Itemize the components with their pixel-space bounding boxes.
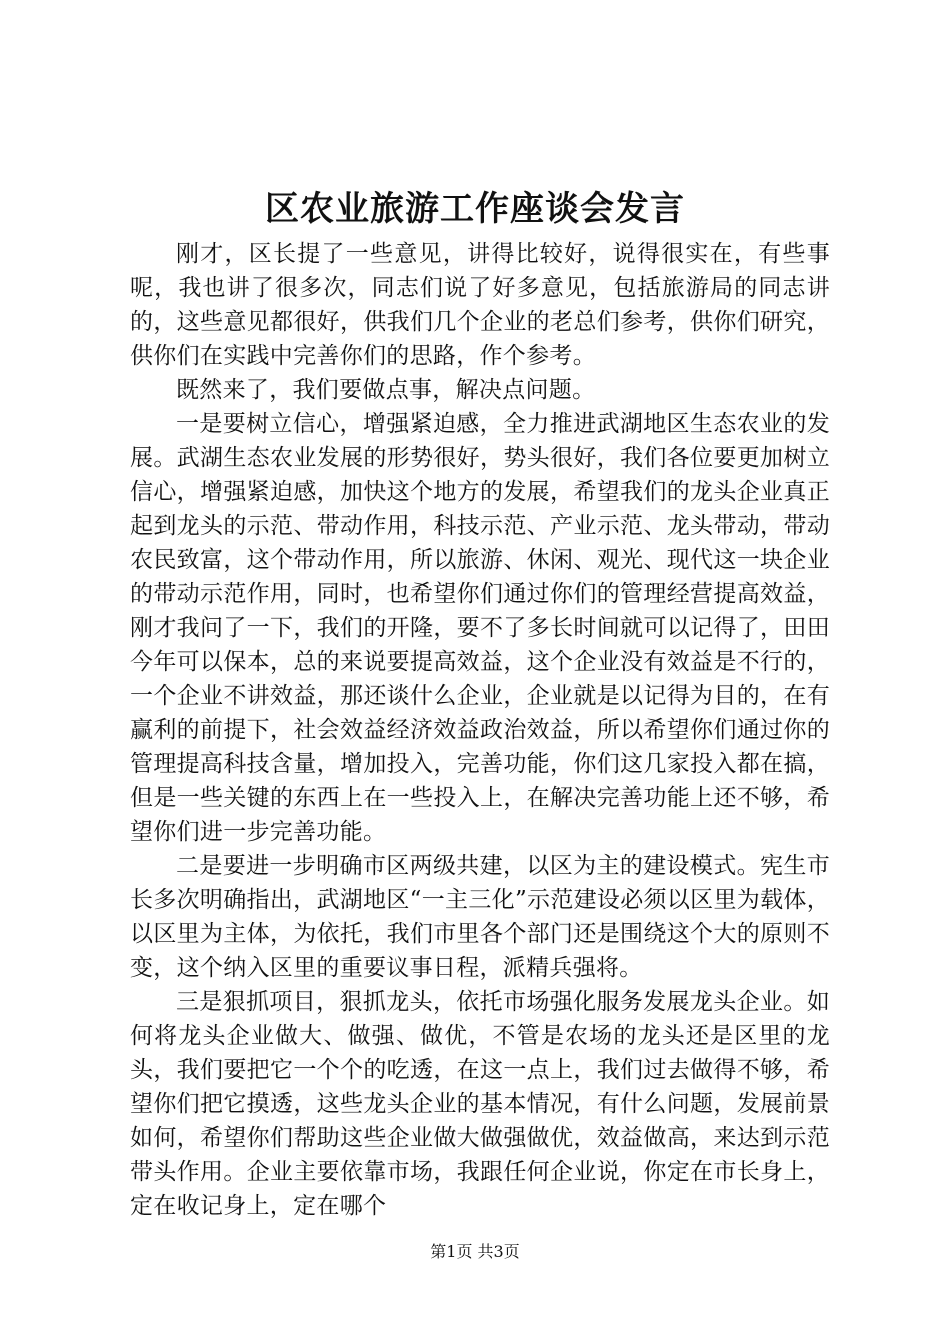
paragraph-point-three: 三是狠抓项目，狠抓龙头，依托市场强化服务发展龙头企业。如何将龙头企业做大、做强、做优，不管是农场的龙头还是区里的龙头，我们要把它一个个的吃透，在这一点上，我们过去做得不够，希望你们把它摸透，这些龙头企业的基本情况，有什么问题，发展前景如何，希望你们帮助这些企业做大做强做优，效益做高，来达到示范带头作用。企业主要依靠市场，我跟任何企业说，你定在市长身上，定在收记身上，定在哪个 [130,989,830,1219]
document-title: 区农业旅游工作座谈会发言 [265,189,685,229]
page-number-footer: 第1页 共3页 [430,1242,520,1261]
document-body [130,237,830,1223]
paragraph-purpose: 既然来了，我们要做点事，解决点问题。 [176,377,596,403]
paragraph-point-two: 二是要进一步明确市区两级共建，以区为主的建设模式。宪生市长多次明确指出，武湖地区“一主三化”示范建设必须以区里为载体，以区里为主体，为依托，我们市里各个部门还是围绕这个大的原则不变，这个纳入区里的重要议事日程，派精兵强将。 [130,853,830,981]
paragraph-intro: 刚才，区长提了一些意见，讲得比较好，说得很实在，有些事呢，我也讲了很多次，同志们说了好多意见，包括旅游局的同志讲的，这些意见都很好，供我们几个企业的老总们参考，供你们研究，供你们在实践中完善你们的思路，作个参考。 [130,241,830,369]
paragraph-point-one: 一是要树立信心，增强紧迫感，全力推进武湖地区生态农业的发展。武湖生态农业发展的形势很好，势头很好，我们各位要更加树立信心，增强紧迫感，加快这个地方的发展，希望我们的龙头企业真正起到龙头的示范、带动作用，科技示范、产业示范、龙头带动，带动农民致富，这个带动作用，所以旅游、休闲、观光、现代这一块企业的带动示范作用，同时，也希望你们通过你们的管理经营提高效益，刚才我问了一下，我们的开隆，要不了多长时间就可以记得了，田田今年可以保本，总的来说要提高效益，这个企业没有效益是不行的，一个企业不讲效益，那还谈什么企业，企业就是以记得为目的，在有赢利的前提下，社会效益经济效益政治效益，所以希望你们通过你的管理提高科技含量，增加投入，完善功能，你们这几家投入都在搞，但是一些关键的东西上在一些投入上，在解决完善功能上还不够，希望你们进一步完善功能。 [130,411,830,845]
